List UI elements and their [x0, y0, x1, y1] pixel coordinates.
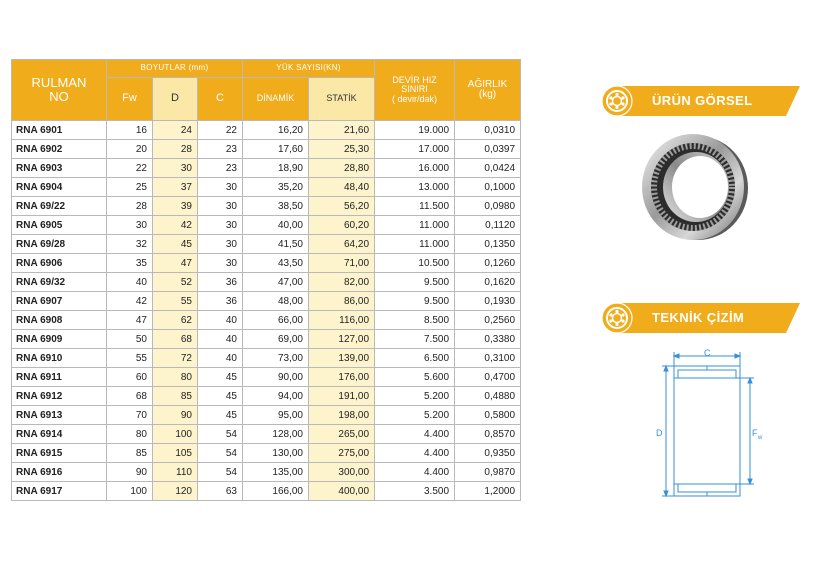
table-cell: 30 [198, 254, 243, 273]
table-cell: 105 [153, 444, 198, 463]
table-row [12, 482, 521, 501]
table-cell: 1,2000 [455, 482, 521, 501]
table-cell: 39 [153, 197, 198, 216]
table-cell: 11.500 [375, 197, 455, 216]
table-cell: 30 [107, 216, 153, 235]
dimension-d-label: D [656, 428, 663, 438]
table-cell: 38,50 [243, 197, 309, 216]
table-cell: 0,3100 [455, 349, 521, 368]
table-cell: 4.400 [375, 463, 455, 482]
table-cell: 70 [107, 406, 153, 425]
table-cell: 28 [153, 140, 198, 159]
table-cell: 68 [153, 330, 198, 349]
table-cell: RNA 6906 [12, 254, 107, 273]
table-cell: 3.500 [375, 482, 455, 501]
table-cell: 0,0310 [455, 121, 521, 140]
table-cell: 72 [153, 349, 198, 368]
table-cell: 139,00 [309, 349, 375, 368]
table-cell: 110 [153, 463, 198, 482]
table-row [12, 197, 521, 216]
table-cell: RNA 6901 [12, 121, 107, 140]
table-cell: 30 [153, 159, 198, 178]
table-cell: 16.000 [375, 159, 455, 178]
table-cell: 64,20 [309, 235, 375, 254]
table-cell: 0,1350 [455, 235, 521, 254]
table-cell: 0,8570 [455, 425, 521, 444]
technical-drawing-banner [600, 303, 800, 333]
table-cell: 71,00 [309, 254, 375, 273]
table-cell: 25 [107, 178, 153, 197]
table-cell: 17,60 [243, 140, 309, 159]
table-cell: 45 [198, 406, 243, 425]
table-cell: 11.000 [375, 216, 455, 235]
table-cell: RNA 6916 [12, 463, 107, 482]
table-cell: 48,40 [309, 178, 375, 197]
table-row [12, 368, 521, 387]
table-cell: 130,00 [243, 444, 309, 463]
table-cell: 41,50 [243, 235, 309, 254]
header-c: C [198, 78, 243, 121]
table-cell: 9.500 [375, 273, 455, 292]
table-cell: 56,20 [309, 197, 375, 216]
table-cell: 6.500 [375, 349, 455, 368]
table-cell: 42 [107, 292, 153, 311]
technical-drawing-title: TEKNİK ÇİZİM [652, 310, 745, 325]
table-cell: 275,00 [309, 444, 375, 463]
table-cell: 45 [198, 368, 243, 387]
header-devir-hiz: DEVİR HIZ SINIRI ( devir/dak) [375, 60, 455, 121]
table-cell: 85 [107, 444, 153, 463]
table-cell: 4.400 [375, 425, 455, 444]
table-cell: 120 [153, 482, 198, 501]
table-cell: RNA 6904 [12, 178, 107, 197]
table-cell: 40,00 [243, 216, 309, 235]
table-cell: 48,00 [243, 292, 309, 311]
table-cell: 82,00 [309, 273, 375, 292]
table-cell: RNA 6913 [12, 406, 107, 425]
table-cell: RNA 6905 [12, 216, 107, 235]
table-cell: 5.600 [375, 368, 455, 387]
table-cell: 0,1930 [455, 292, 521, 311]
table-cell: 5.200 [375, 387, 455, 406]
table-cell: 0,0424 [455, 159, 521, 178]
bearing-icon [600, 303, 634, 333]
table-cell: 68 [107, 387, 153, 406]
table-cell: 43,50 [243, 254, 309, 273]
table-cell: 35 [107, 254, 153, 273]
table-cell: 9.500 [375, 292, 455, 311]
table-row [12, 330, 521, 349]
table-row [12, 349, 521, 368]
table-cell: 0,1260 [455, 254, 521, 273]
needle-bearing-photo [636, 130, 754, 244]
table-row [12, 140, 521, 159]
table-cell: RNA 6914 [12, 425, 107, 444]
table-cell: 176,00 [309, 368, 375, 387]
table-cell: 19.000 [375, 121, 455, 140]
table-cell: 127,00 [309, 330, 375, 349]
table-cell: RNA 6902 [12, 140, 107, 159]
table-cell: RNA 69/28 [12, 235, 107, 254]
header-boyutlar: BOYUTLAR (mm) [107, 60, 243, 78]
table-cell: 191,00 [309, 387, 375, 406]
table-cell: 0,4700 [455, 368, 521, 387]
table-cell: 35,20 [243, 178, 309, 197]
table-cell: 80 [153, 368, 198, 387]
table-cell: RNA 6910 [12, 349, 107, 368]
table-cell: 36 [198, 292, 243, 311]
table-cell: 0,9870 [455, 463, 521, 482]
table-cell: 36 [198, 273, 243, 292]
table-cell: 55 [153, 292, 198, 311]
table-cell: 85 [153, 387, 198, 406]
table-row [12, 159, 521, 178]
table-cell: 60 [107, 368, 153, 387]
product-image-title: ÜRÜN GÖRSEL [652, 93, 753, 108]
table-cell: 40 [107, 273, 153, 292]
table-cell: 24 [153, 121, 198, 140]
table-cell: 16,20 [243, 121, 309, 140]
table-cell: 95,00 [243, 406, 309, 425]
table-row [12, 235, 521, 254]
table-cell: RNA 6917 [12, 482, 107, 501]
table-cell: RNA 6912 [12, 387, 107, 406]
table-cell: 80 [107, 425, 153, 444]
table-cell: 47 [107, 311, 153, 330]
table-cell: 116,00 [309, 311, 375, 330]
table-row [12, 387, 521, 406]
table-cell: 40 [198, 311, 243, 330]
table-row [12, 444, 521, 463]
technical-drawing [650, 344, 770, 504]
table-cell: 300,00 [309, 463, 375, 482]
table-cell: 13.000 [375, 178, 455, 197]
table-cell: 28,80 [309, 159, 375, 178]
table-cell: 10.500 [375, 254, 455, 273]
table-cell: 66,00 [243, 311, 309, 330]
table-cell: RNA 69/32 [12, 273, 107, 292]
bearing-icon [600, 86, 634, 116]
table-cell: 54 [198, 463, 243, 482]
table-row [12, 178, 521, 197]
table-cell: 73,00 [243, 349, 309, 368]
table-cell: 23 [198, 159, 243, 178]
table-cell: 30 [198, 197, 243, 216]
table-cell: 30 [198, 235, 243, 254]
table-cell: 45 [153, 235, 198, 254]
table-cell: RNA 6909 [12, 330, 107, 349]
header-yuk-sayisi: YÜK SAYISI(KN) [243, 60, 375, 78]
header-d: D [153, 78, 198, 121]
table-cell: 100 [107, 482, 153, 501]
table-cell: 20 [107, 140, 153, 159]
table-cell: 128,00 [243, 425, 309, 444]
table-cell: 198,00 [309, 406, 375, 425]
table-cell: 62 [153, 311, 198, 330]
table-cell: 18,90 [243, 159, 309, 178]
header-rulman-no: RULMAN NO [12, 60, 107, 121]
table-cell: RNA 69/22 [12, 197, 107, 216]
product-image-banner [600, 86, 800, 116]
table-cell: 0,2560 [455, 311, 521, 330]
table-cell: 90,00 [243, 368, 309, 387]
table-cell: 40 [198, 330, 243, 349]
table-cell: 45 [198, 387, 243, 406]
table-cell: 4.400 [375, 444, 455, 463]
dimension-fw-label: F [752, 428, 758, 438]
table-cell: 0,4880 [455, 387, 521, 406]
table-cell: 265,00 [309, 425, 375, 444]
table-cell: 60,20 [309, 216, 375, 235]
table-row [12, 425, 521, 444]
table-cell: 55 [107, 349, 153, 368]
table-cell: 0,0397 [455, 140, 521, 159]
table-cell: 0,0980 [455, 197, 521, 216]
table-cell: 40 [198, 349, 243, 368]
table-cell: 22 [198, 121, 243, 140]
header-agirlik: AĞIRLIK (kg) [455, 60, 521, 121]
table-cell: 166,00 [243, 482, 309, 501]
dimension-c-label: C [704, 348, 711, 358]
table-cell: 90 [107, 463, 153, 482]
dimension-fw-subscript: w [758, 435, 763, 441]
table-cell: 0,1120 [455, 216, 521, 235]
table-cell: 25,30 [309, 140, 375, 159]
table-cell: 54 [198, 425, 243, 444]
table-cell: 63 [198, 482, 243, 501]
table-cell: 100 [153, 425, 198, 444]
table-cell: RNA 6907 [12, 292, 107, 311]
table-cell: RNA 6911 [12, 368, 107, 387]
table-cell: 37 [153, 178, 198, 197]
table-row [12, 216, 521, 235]
table-cell: 52 [153, 273, 198, 292]
table-row [12, 292, 521, 311]
table-cell: 30 [198, 178, 243, 197]
bearing-spec-table [11, 59, 521, 501]
table-cell: 54 [198, 444, 243, 463]
table-cell: 0,1000 [455, 178, 521, 197]
table-row [12, 463, 521, 482]
table-cell: 135,00 [243, 463, 309, 482]
table-row [12, 121, 521, 140]
table-cell: 16 [107, 121, 153, 140]
table-cell: 0,5800 [455, 406, 521, 425]
header-fw: Fw [107, 78, 153, 121]
table-cell: 94,00 [243, 387, 309, 406]
table-cell: 11.000 [375, 235, 455, 254]
table-cell: RNA 6908 [12, 311, 107, 330]
table-cell: 32 [107, 235, 153, 254]
table-cell: 0,1620 [455, 273, 521, 292]
table-cell: 28 [107, 197, 153, 216]
table-cell: 8.500 [375, 311, 455, 330]
table-cell: 30 [198, 216, 243, 235]
table-cell: 17.000 [375, 140, 455, 159]
table-cell: 47,00 [243, 273, 309, 292]
table-cell: RNA 6915 [12, 444, 107, 463]
table-cell: 22 [107, 159, 153, 178]
table-cell: 42 [153, 216, 198, 235]
table-cell: 0,9350 [455, 444, 521, 463]
table-row [12, 254, 521, 273]
table-cell: 0,3380 [455, 330, 521, 349]
header-statik: STATİK [309, 78, 375, 121]
table-cell: 21,60 [309, 121, 375, 140]
table-cell: 50 [107, 330, 153, 349]
table-row [12, 273, 521, 292]
table-cell: 69,00 [243, 330, 309, 349]
table-row [12, 311, 521, 330]
table-cell: 400,00 [309, 482, 375, 501]
table-cell: 47 [153, 254, 198, 273]
table-body [12, 121, 521, 501]
table-cell: 5.200 [375, 406, 455, 425]
table-cell: 86,00 [309, 292, 375, 311]
table-cell: 7.500 [375, 330, 455, 349]
table-cell: 90 [153, 406, 198, 425]
table-cell: RNA 6903 [12, 159, 107, 178]
header-dinamik: DİNAMİK [243, 78, 309, 121]
table-row [12, 406, 521, 425]
table-cell: 23 [198, 140, 243, 159]
